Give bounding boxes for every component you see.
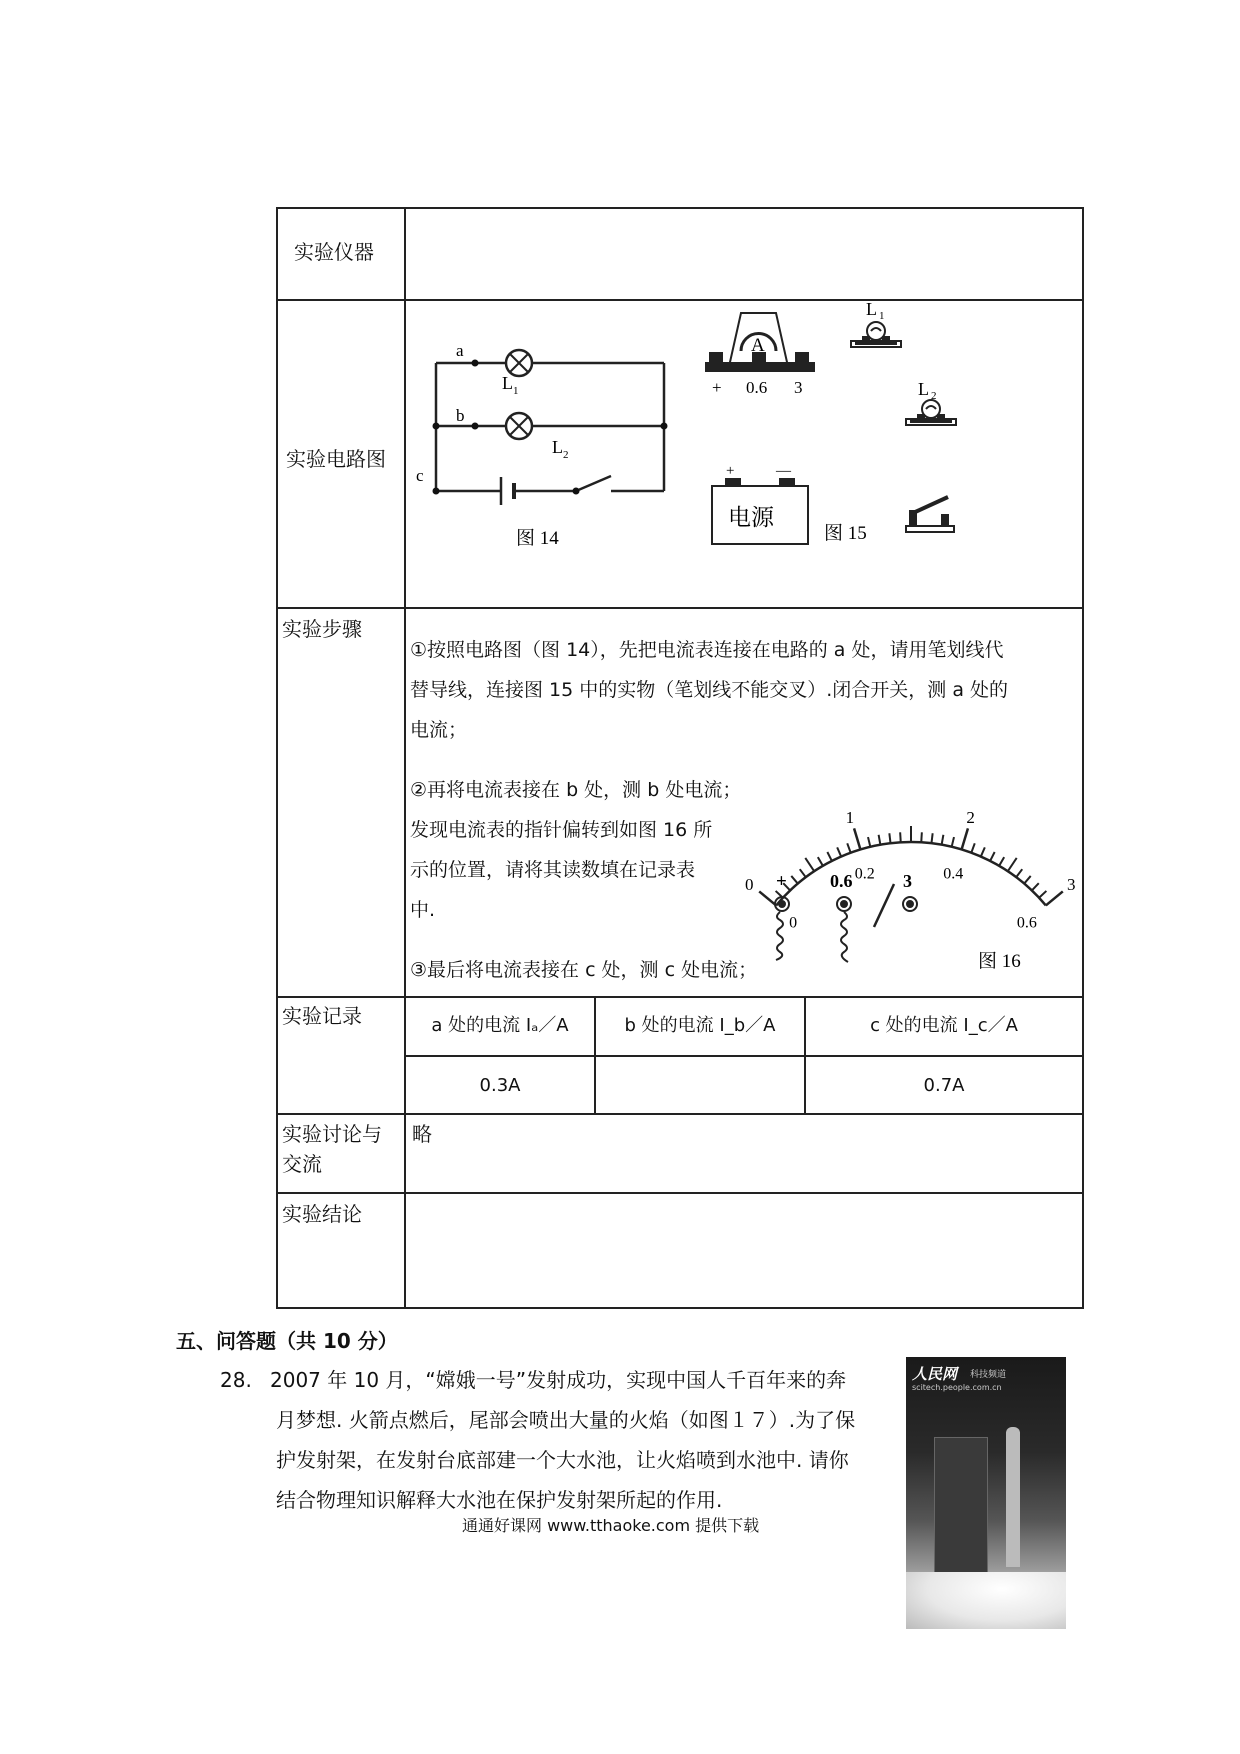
dial-bottom-tick-label: 0.6 bbox=[1016, 914, 1037, 932]
node-b-dot bbox=[472, 423, 479, 430]
step-2-line-3: 示的位置，请将其读数填在记录表 bbox=[410, 859, 696, 881]
dial-tick bbox=[1032, 883, 1039, 890]
question-line-4: 结合物理知识解释大水池在保护发射架所起的作用. bbox=[276, 1488, 723, 1512]
dial-tick bbox=[900, 832, 901, 842]
battery-label: 电源 bbox=[728, 505, 774, 531]
dial-tick bbox=[990, 852, 995, 861]
node-c-dot bbox=[433, 488, 440, 495]
step-1-line-1: ①按照电路图（图 14），先把电流表连接在电路的 a 处，请用笔划线代 bbox=[410, 639, 1004, 661]
question-line-2: 月梦想. 火箭点燃后，尾部会喷出大量的火焰（如图１７）.为了保 bbox=[276, 1408, 856, 1432]
dial-tick bbox=[1024, 876, 1030, 884]
experiment-table bbox=[276, 207, 1084, 1309]
dial-tick bbox=[818, 857, 823, 866]
dial-tick bbox=[847, 843, 850, 852]
label-L1-sub: 1 bbox=[513, 385, 519, 397]
dial-bottom-tick-label: 0.2 bbox=[854, 865, 875, 883]
dial-tick bbox=[952, 837, 954, 847]
dial-tick bbox=[805, 858, 814, 871]
dial-tick bbox=[981, 847, 985, 856]
record-header-a: a 处的电流 Iₐ／A bbox=[431, 1015, 569, 1036]
dial-tick bbox=[1039, 891, 1046, 898]
step-2-line-2: 发现电流表的指针偏转到如图 16 所 bbox=[410, 819, 713, 841]
dial-top-tick-label: 0 bbox=[744, 874, 754, 894]
rocket-launch-photo bbox=[906, 1357, 1066, 1629]
lamp-L2-physical bbox=[906, 400, 956, 425]
dial-top-tick-label: 2 bbox=[966, 807, 975, 827]
exhaust-cloud bbox=[906, 1572, 1066, 1629]
dial-tick bbox=[1016, 869, 1022, 877]
dial-tick bbox=[1008, 858, 1017, 871]
record-header-b: b 处的电流 I_b／A bbox=[624, 1015, 776, 1036]
question-line-3: 护发射架，在发射台底部建一个大水池，让火焰喷到水池中. 请你 bbox=[276, 1448, 849, 1472]
discussion-value: 略 bbox=[412, 1122, 432, 1146]
dial-tick bbox=[837, 847, 841, 856]
dial-terminal-plus-label: + bbox=[776, 871, 787, 892]
record-value-c: 0.7A bbox=[923, 1075, 965, 1096]
wire-coil-left bbox=[776, 912, 783, 960]
step-3-line-1: ③最后将电流表接在 c 处，测 c 处电流； bbox=[410, 959, 758, 981]
dial-tick bbox=[942, 835, 944, 845]
discussion-label-line1: 实验讨论与 bbox=[282, 1122, 382, 1146]
dial-tick bbox=[999, 857, 1004, 866]
node-a-dot bbox=[472, 360, 479, 367]
figure-14-circuit bbox=[406, 301, 682, 551]
discussion-label-line2: 交流 bbox=[282, 1152, 322, 1176]
dial-tick bbox=[971, 843, 974, 852]
dial-top-tick-label: 3 bbox=[1067, 874, 1076, 894]
dial-tick bbox=[962, 828, 968, 849]
dial-tick bbox=[879, 835, 881, 845]
dial-terminal-3-label: 3 bbox=[903, 871, 912, 891]
fig14-caption: 图 14 bbox=[516, 528, 559, 549]
step-2-line-4: 中. bbox=[410, 899, 436, 921]
step-1-line-3: 电流； bbox=[410, 719, 468, 741]
record-inner-divider bbox=[404, 1055, 1084, 1057]
ammeter-3: 3 bbox=[794, 378, 803, 397]
dial-tick bbox=[868, 837, 870, 847]
dial-tick bbox=[800, 869, 806, 877]
label-L1: L bbox=[502, 373, 513, 393]
lamp-L2-symbol bbox=[506, 413, 532, 439]
figure-16-ammeter-dial bbox=[746, 787, 1076, 997]
photo-logo: 人民网 bbox=[912, 1365, 958, 1383]
dial-tick bbox=[791, 876, 797, 884]
dial-tick bbox=[759, 891, 776, 905]
battery-minus: — bbox=[776, 463, 791, 479]
fig16-caption: 图 16 bbox=[978, 951, 1021, 972]
photo-url: scitech.people.com.cn bbox=[912, 1383, 1002, 1392]
dial-tick bbox=[921, 832, 922, 842]
dial-terminal-0.6-label: 0.6 bbox=[830, 871, 853, 891]
dial-tick bbox=[931, 833, 932, 843]
dial-top-tick-label: 1 bbox=[845, 807, 855, 827]
figure-15-components bbox=[696, 301, 996, 551]
section-title: 五、问答题（共 10 分） bbox=[176, 1329, 398, 1353]
record-value-a: 0.3A bbox=[479, 1075, 521, 1096]
ammeter-0.6: 0.6 bbox=[746, 378, 768, 397]
question-line-1: 2007 年 10 月，“嫦娥一号”发射成功，实现中国人千百年来的奔 bbox=[270, 1368, 847, 1392]
table-border-top bbox=[276, 207, 1084, 209]
wire-coil-middle bbox=[841, 912, 848, 962]
lamp-L1-label-sub: 1 bbox=[879, 310, 885, 322]
dial-tick bbox=[1046, 891, 1063, 905]
conclusion-label: 实验结论 bbox=[282, 1202, 362, 1226]
label-L2: L bbox=[552, 437, 563, 457]
table-border-right bbox=[1082, 207, 1084, 1309]
row-divider bbox=[276, 1113, 1084, 1115]
dial-tick bbox=[889, 833, 890, 843]
switch-physical bbox=[906, 497, 954, 532]
table-border-left bbox=[276, 207, 278, 1309]
dial-tick bbox=[854, 828, 860, 849]
lamp-L2-label-sub: 2 bbox=[931, 390, 937, 402]
lamp-L1-label: L bbox=[866, 299, 877, 319]
rocket bbox=[1006, 1427, 1020, 1567]
lamp-L1-physical bbox=[851, 322, 901, 347]
footer-text: 通通好课网 www.tthaoke.com 提供下载 bbox=[462, 1516, 760, 1535]
ammeter-A-label: A bbox=[751, 335, 765, 356]
photo-logo-sub: 科技频道 bbox=[970, 1370, 1007, 1380]
battery-symbol bbox=[501, 477, 514, 505]
label-L2-sub: 2 bbox=[563, 449, 569, 461]
row-divider bbox=[276, 1192, 1084, 1194]
label-a: a bbox=[456, 341, 464, 360]
question-number: 28. bbox=[220, 1368, 252, 1392]
record-label: 实验记录 bbox=[282, 1004, 362, 1028]
launch-tower bbox=[934, 1437, 988, 1589]
dial-bottom-tick-label: 0.4 bbox=[943, 865, 964, 883]
label-c: c bbox=[416, 466, 424, 485]
step-2-line-1: ②再将电流表接在 b 处，测 b 处电流； bbox=[410, 779, 742, 801]
steps-label: 实验步骤 bbox=[282, 617, 362, 641]
table-border-bottom bbox=[276, 1307, 1084, 1309]
instruments-label: 实验仪器 bbox=[294, 240, 374, 264]
battery-plus: + bbox=[726, 463, 735, 479]
switch-pivot-dot bbox=[573, 488, 580, 495]
row-divider bbox=[276, 607, 1084, 609]
label-b: b bbox=[456, 406, 465, 425]
step-1-line-2: 替导线，连接图 15 中的实物（笔划线不能交叉）.闭合开关，测 a 处的 bbox=[410, 679, 1009, 701]
dial-bottom-tick-label: 0 bbox=[789, 914, 798, 932]
lamp-L2-label: L bbox=[918, 379, 929, 399]
dial-tick bbox=[827, 852, 832, 861]
ammeter-plus: + bbox=[712, 378, 722, 397]
fig15-caption: 图 15 bbox=[824, 523, 867, 544]
dial-needle bbox=[874, 884, 894, 927]
record-header-c: c 处的电流 I_c／A bbox=[870, 1015, 1018, 1036]
circuit-label: 实验电路图 bbox=[286, 447, 386, 471]
